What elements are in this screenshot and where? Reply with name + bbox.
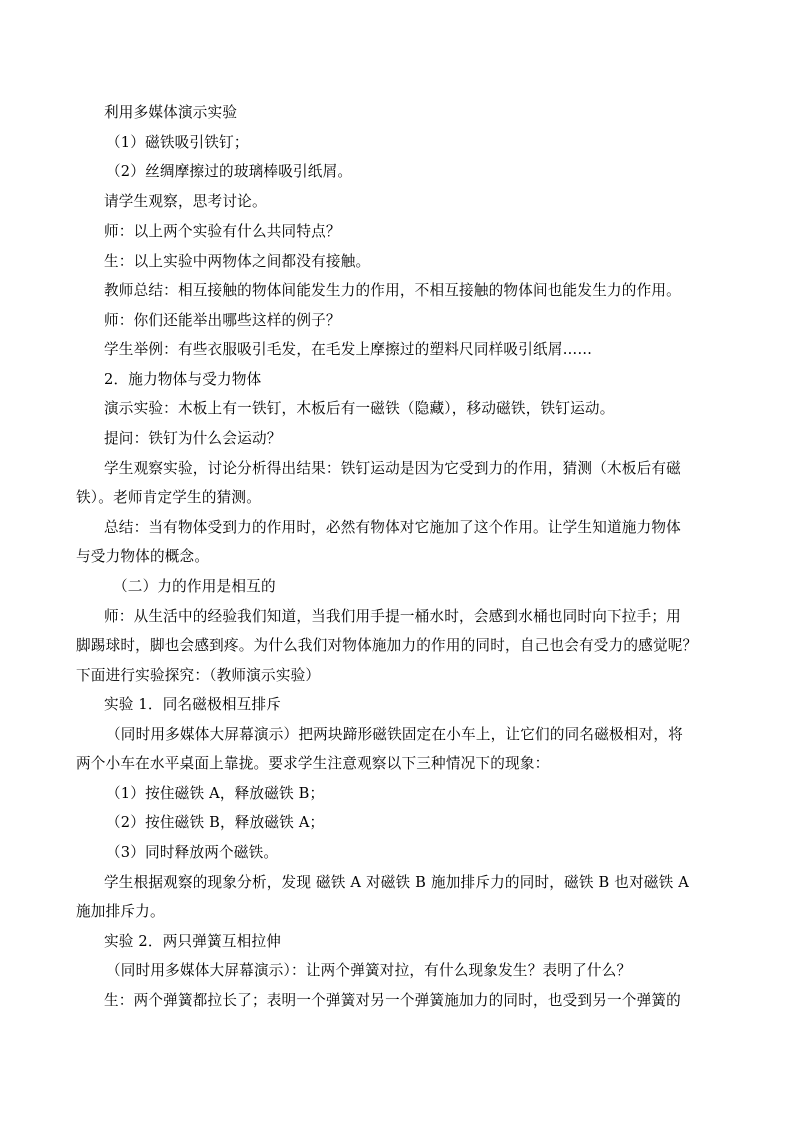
text-line: 教师总结：相互接触的物体间能发生力的作用，不相互接触的物体间也能发生力的作用。 xyxy=(104,282,681,299)
text-line: （2）丝绸摩擦过的玻璃棒吸引纸屑。 xyxy=(106,163,353,180)
text-line: 生：两个弹簧都拉长了；表明一个弹簧对另一个弹簧施加力的同时，也受到另一个弹簧的 xyxy=(104,992,681,1009)
text-line: （1）磁铁吸引铁钉； xyxy=(106,134,249,151)
text-line: （二）力的作用是相互的 xyxy=(113,578,276,595)
text-line: 2．施力物体与受力物体 xyxy=(104,371,262,388)
text-line: 利用多媒体演示实验 xyxy=(104,104,238,121)
text-line: 提问：铁钉为什么会运动？ xyxy=(104,430,282,447)
text-line: 师：你们还能举出哪些这样的例子？ xyxy=(104,312,341,329)
text-line: 请学生观察，思考讨论。 xyxy=(104,193,267,210)
text-line: 两个小车在水平桌面上靠拢。要求学生注意观察以下三种情况下的现象： xyxy=(76,755,550,772)
text-line: 生：以上实验中两物体之间都没有接触。 xyxy=(104,253,371,270)
text-line: 演示实验：木板上有一铁钉，木板后有一磁铁（隐藏），移动磁铁，铁钉运动。 xyxy=(104,400,615,417)
text-line: 实验 1．同名磁极相互排斥 xyxy=(104,696,282,713)
text-line: （同时用多媒体大屏幕演示）：让两个弹簧对拉，有什么现象发生？表明了什么？ xyxy=(106,962,632,979)
text-line: 铁）。老师肯定学生的猜测。 xyxy=(76,489,262,506)
text-line: 师：以上两个实验有什么共同特点？ xyxy=(104,223,341,240)
text-line: 脚踢球时，脚也会感到疼。为什么我们对物体施加力的作用的同时，自己也会有受力的感觉呢？ xyxy=(76,637,698,654)
text-line: 下面进行实验探究：（教师演示实验） xyxy=(76,667,321,684)
text-line: （3）同时释放两个磁铁。 xyxy=(106,844,279,861)
text-line: 学生观察实验，讨论分析得出结果：铁钉运动是因为它受到力的作用，猜测（木板后有磁 xyxy=(104,460,681,477)
text-line: 总结：当有物体受到力的作用时，必然有物体对它施加了这个作用。让学生知道施力物体 xyxy=(104,519,681,536)
text-line: 学生根据观察的现象分析，发现 磁铁 A 对磁铁 B 施加排斥力的同时，磁铁 B 也对磁铁 A xyxy=(104,874,690,891)
text-line: 实验 2．两只弹簧互相拉伸 xyxy=(104,933,282,950)
text-line: （同时用多媒体大屏幕演示）把两块蹄形磁铁固定在小车上，让它们的同名磁极相对，将 xyxy=(106,726,683,743)
text-line: 与受力物体的概念。 xyxy=(76,548,210,565)
text-line: 师：从生活中的经验我们知道，当我们用手提一桶水时，会感到水桶也同时向下拉手；用 xyxy=(104,608,681,625)
text-line: 学生举例：有些衣服吸引毛发，在毛发上摩擦过的塑料尺同样吸引纸屑…… xyxy=(104,341,593,358)
text-line: （2）按住磁铁 B，释放磁铁 A； xyxy=(106,814,325,831)
text-line: （1）按住磁铁 A，释放磁铁 B； xyxy=(106,785,325,802)
text-line: 施加排斥力。 xyxy=(76,903,165,920)
